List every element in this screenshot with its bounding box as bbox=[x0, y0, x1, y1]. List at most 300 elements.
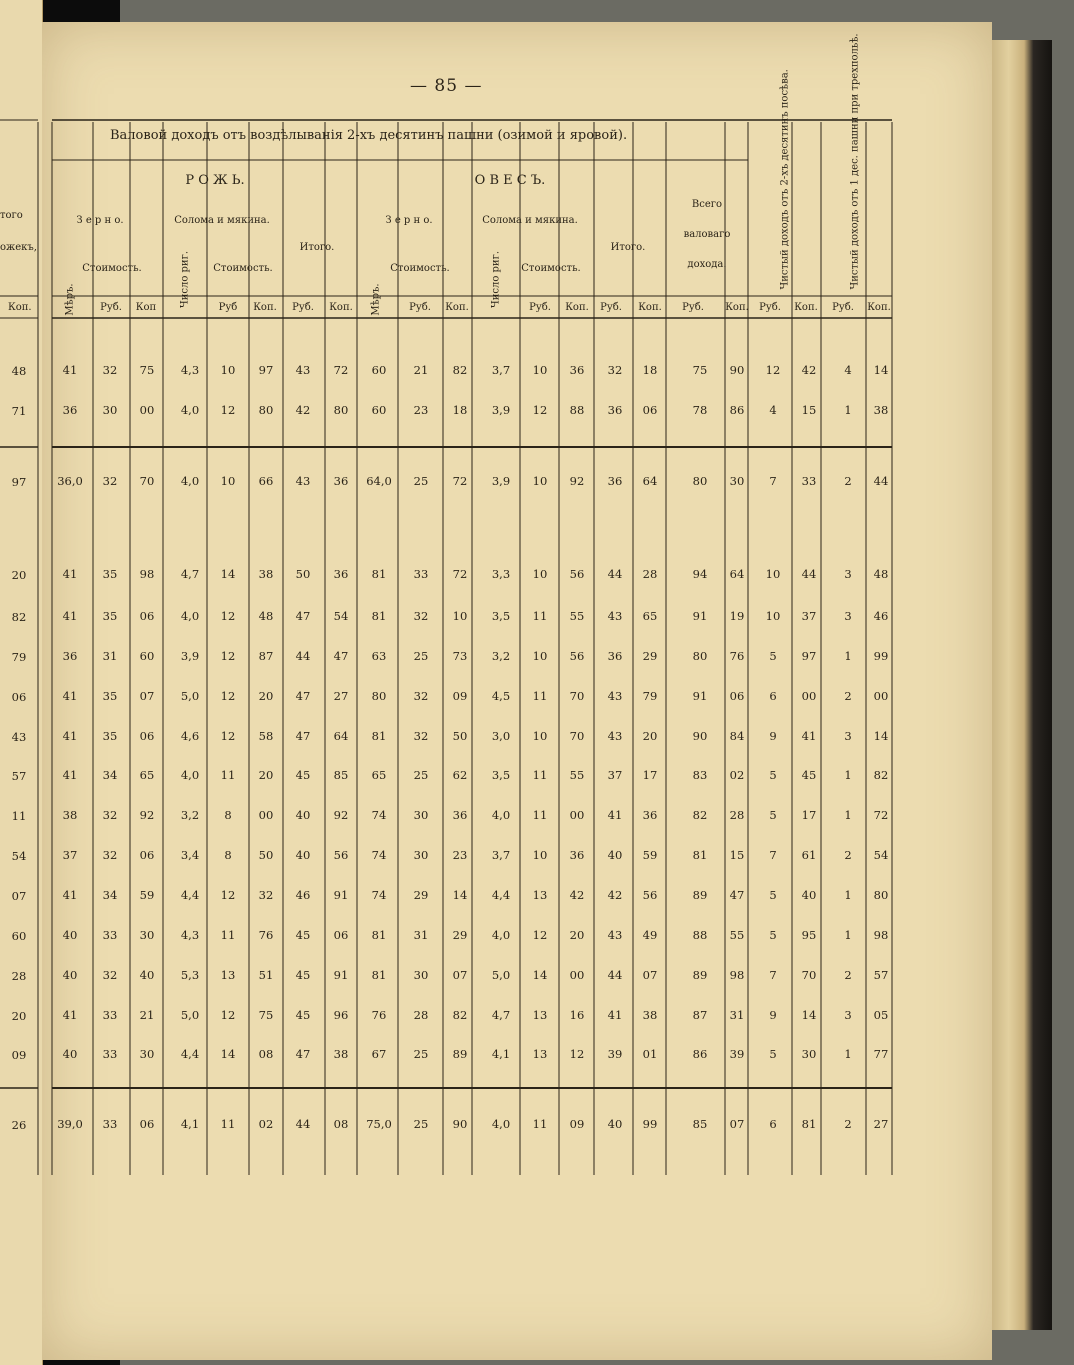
table-cell: 4,0 bbox=[180, 768, 200, 782]
table-cell: 12 bbox=[532, 928, 548, 942]
table-cell: 36 bbox=[607, 649, 623, 663]
table-cell: 42 bbox=[295, 403, 311, 417]
table-cell: 76 bbox=[371, 1008, 387, 1022]
table-cell: 56 bbox=[333, 848, 349, 862]
table-cell: 80 bbox=[692, 474, 708, 488]
table-cell: 67 bbox=[371, 1047, 387, 1061]
table-cell: 59 bbox=[139, 888, 155, 902]
unit-label: Коп. bbox=[867, 302, 891, 313]
prev-page-value: 79 bbox=[11, 650, 27, 664]
table-cell: 74 bbox=[371, 848, 387, 862]
table-cell: 82 bbox=[452, 1008, 468, 1022]
table-cell: 3,2 bbox=[491, 649, 511, 663]
table-cell: 4,4 bbox=[491, 888, 511, 902]
oat-cost-label: Стоимость. bbox=[390, 263, 450, 274]
table-cell: 11 bbox=[532, 1117, 548, 1131]
table-cell: 81 bbox=[371, 609, 387, 623]
table-cell: 10 bbox=[532, 363, 548, 377]
rye-bundles-label: Число риг. bbox=[179, 250, 191, 309]
table-cell: 35 bbox=[102, 689, 118, 703]
prev-page-value: 20 bbox=[11, 568, 27, 582]
table-cell: 31 bbox=[413, 928, 429, 942]
table-cell: 12 bbox=[220, 649, 236, 663]
table-cell: 25 bbox=[413, 649, 429, 663]
table-cell: 81 bbox=[371, 928, 387, 942]
table-cell: 95 bbox=[801, 928, 817, 942]
table-cell: 56 bbox=[569, 567, 585, 581]
table-cell: 32 bbox=[413, 689, 429, 703]
table-cell: 00 bbox=[258, 808, 274, 822]
prev-page-value: 11 bbox=[11, 809, 27, 823]
table-cell: 30 bbox=[139, 1047, 155, 1061]
table-cell: 16 bbox=[569, 1008, 585, 1022]
table-cell: 38 bbox=[258, 567, 274, 581]
table-cell: 99 bbox=[873, 649, 889, 663]
table-cell: 13 bbox=[532, 1047, 548, 1061]
unit-label: Руб. bbox=[292, 302, 314, 313]
table-cell: 4,0 bbox=[180, 474, 200, 488]
unit-label: Коп. bbox=[725, 302, 749, 313]
table-cell: 23 bbox=[413, 403, 429, 417]
table-cell: 5 bbox=[769, 888, 777, 902]
prev-page-value: 26 bbox=[11, 1118, 27, 1132]
table-cell: 14 bbox=[220, 1047, 236, 1061]
table-cell: 41 bbox=[801, 729, 817, 743]
table-cell: 10 bbox=[220, 363, 236, 377]
table-cell: 25 bbox=[413, 474, 429, 488]
table-cell: 35 bbox=[102, 609, 118, 623]
table-cell: 14 bbox=[532, 968, 548, 982]
table-cell: 55 bbox=[569, 768, 585, 782]
table-cell: 80 bbox=[258, 403, 274, 417]
table-cell: 32 bbox=[258, 888, 274, 902]
table-cell: 2 bbox=[844, 1117, 852, 1131]
table-cell: 38 bbox=[62, 808, 78, 822]
table-cell: 37 bbox=[607, 768, 623, 782]
rye-grain-label: З е р н о. bbox=[76, 215, 124, 226]
prev-page-value: 43 bbox=[11, 730, 27, 744]
table-cell: 87 bbox=[692, 1008, 708, 1022]
table-cell: 41 bbox=[62, 363, 78, 377]
table-cell: 5 bbox=[769, 1047, 777, 1061]
table-cell: 10 bbox=[765, 567, 781, 581]
table-cell: 07 bbox=[729, 1117, 745, 1131]
table-cell: 41 bbox=[62, 1008, 78, 1022]
table-cell: 5 bbox=[769, 768, 777, 782]
unit-label: Коп. bbox=[329, 302, 353, 313]
table-cell: 82 bbox=[692, 808, 708, 822]
table-cell: 36 bbox=[607, 474, 623, 488]
table-cell: 89 bbox=[692, 888, 708, 902]
table-cell: 89 bbox=[692, 968, 708, 982]
table-cell: 43 bbox=[607, 928, 623, 942]
table-cell: 80 bbox=[371, 689, 387, 703]
oat-grain-label: З е р н о. bbox=[385, 215, 433, 226]
table-cell: 60 bbox=[139, 649, 155, 663]
table-cell: 4 bbox=[769, 403, 777, 417]
prev-page-value: 54 bbox=[11, 849, 27, 863]
table-cell: 06 bbox=[729, 689, 745, 703]
table-cell: 37 bbox=[801, 609, 817, 623]
table-cell: 12 bbox=[569, 1047, 585, 1061]
table-cell: 63 bbox=[371, 649, 387, 663]
table-cell: 81 bbox=[801, 1117, 817, 1131]
table-cell: 4,0 bbox=[180, 403, 200, 417]
table-cell: 43 bbox=[607, 689, 623, 703]
table-cell: 35 bbox=[102, 729, 118, 743]
table-cell: 40 bbox=[139, 968, 155, 982]
table-cell: 15 bbox=[801, 403, 817, 417]
table-cell: 36 bbox=[452, 808, 468, 822]
table-cell: 10 bbox=[532, 649, 548, 663]
table-cell: 41 bbox=[62, 888, 78, 902]
table-cell: 7 bbox=[769, 848, 777, 862]
table-cell: 12 bbox=[220, 403, 236, 417]
table-cell: 55 bbox=[569, 609, 585, 623]
table-cell: 75 bbox=[692, 363, 708, 377]
oat-measure-label: Мѣръ. bbox=[370, 283, 382, 316]
table-cell: 80 bbox=[692, 649, 708, 663]
table-cell: 14 bbox=[873, 729, 889, 743]
table-cell: 32 bbox=[102, 474, 118, 488]
rye-cost-label: Стоимость. bbox=[82, 263, 142, 274]
table-cell: 76 bbox=[258, 928, 274, 942]
table-cell: 12 bbox=[220, 689, 236, 703]
table-cell: 8 bbox=[224, 808, 232, 822]
table-cell: 74 bbox=[371, 888, 387, 902]
table-cell: 4,4 bbox=[180, 1047, 200, 1061]
table-cell: 01 bbox=[642, 1047, 658, 1061]
table-cell: 40 bbox=[295, 808, 311, 822]
table-cell: 08 bbox=[333, 1117, 349, 1131]
table-cell: 32 bbox=[102, 808, 118, 822]
net-one-label: Чистый доходъ отъ 1 дес. пашни при трехпольѣ. bbox=[849, 33, 861, 290]
table-cell: 2 bbox=[844, 848, 852, 862]
table-cell: 31 bbox=[102, 649, 118, 663]
table-cell: 25 bbox=[413, 768, 429, 782]
table-cell: 47 bbox=[295, 609, 311, 623]
gross-total-label: Всего валоваго дохода. bbox=[683, 199, 731, 270]
table-cell: 31 bbox=[729, 1008, 745, 1022]
table-cell: 60 bbox=[371, 363, 387, 377]
table-cell: 17 bbox=[801, 808, 817, 822]
unit-label: Коп. bbox=[794, 302, 818, 313]
table-cell: 29 bbox=[452, 928, 468, 942]
table-cell: 75 bbox=[258, 1008, 274, 1022]
table-cell: 50 bbox=[295, 567, 311, 581]
table-cell: 3,0 bbox=[491, 729, 511, 743]
table-cell: 12 bbox=[220, 729, 236, 743]
table-cell: 91 bbox=[692, 609, 708, 623]
rye-straw-label: Солома и мякина. bbox=[174, 215, 270, 226]
table-cell: 06 bbox=[139, 609, 155, 623]
page-edges bbox=[990, 40, 1052, 1330]
table-cell: 97 bbox=[801, 649, 817, 663]
table-cell: 75,0 bbox=[366, 1117, 392, 1131]
table-cell: 20 bbox=[642, 729, 658, 743]
table-cell: 41 bbox=[62, 768, 78, 782]
table-cell: 51 bbox=[258, 968, 274, 982]
table-cell: 11 bbox=[220, 928, 236, 942]
table-cell: 72 bbox=[452, 567, 468, 581]
table-cell: 38 bbox=[642, 1008, 658, 1022]
rye-straw-cost-label: Стоимость. bbox=[213, 263, 273, 274]
table-cell: 37 bbox=[62, 848, 78, 862]
table-cell: 13 bbox=[532, 888, 548, 902]
table-cell: 32 bbox=[102, 968, 118, 982]
table-cell: 38 bbox=[873, 403, 889, 417]
table-cell: 30 bbox=[413, 848, 429, 862]
table-cell: 44 bbox=[873, 474, 889, 488]
table-cell: 33 bbox=[102, 928, 118, 942]
table-cell: 78 bbox=[692, 403, 708, 417]
table-cell: 20 bbox=[258, 689, 274, 703]
table-cell: 70 bbox=[801, 968, 817, 982]
table-cell: 86 bbox=[729, 403, 745, 417]
table-cell: 3,7 bbox=[491, 848, 511, 862]
table-cell: 73 bbox=[452, 649, 468, 663]
table-cell: 46 bbox=[295, 888, 311, 902]
table-cell: 59 bbox=[642, 848, 658, 862]
table-cell: 18 bbox=[642, 363, 658, 377]
table-cell: 10 bbox=[452, 609, 468, 623]
table-cell: 35 bbox=[102, 567, 118, 581]
table-cell: 45 bbox=[295, 768, 311, 782]
table-cell: 5 bbox=[769, 649, 777, 663]
prev-page-value: 09 bbox=[11, 1048, 27, 1062]
table-cell: 4,3 bbox=[180, 928, 200, 942]
table-cell: 84 bbox=[729, 729, 745, 743]
table-cell: 60 bbox=[371, 403, 387, 417]
table-cell: 58 bbox=[258, 729, 274, 743]
table-cell: 36,0 bbox=[57, 474, 83, 488]
table-cell: 1 bbox=[844, 888, 852, 902]
table-cell: 55 bbox=[729, 928, 745, 942]
table-cell: 6 bbox=[769, 1117, 777, 1131]
table-cell: 47 bbox=[295, 689, 311, 703]
table-cell: 92 bbox=[569, 474, 585, 488]
table-cell: 64,0 bbox=[366, 474, 392, 488]
table-cell: 36 bbox=[333, 474, 349, 488]
table-cell: 5 bbox=[769, 808, 777, 822]
table-cell: 40 bbox=[62, 968, 78, 982]
table-cell: 12 bbox=[220, 1008, 236, 1022]
table-cell: 33 bbox=[102, 1008, 118, 1022]
table-cell: 4,0 bbox=[180, 609, 200, 623]
table-cell: 74 bbox=[371, 808, 387, 822]
table-cell: 32 bbox=[607, 363, 623, 377]
net-two-label: Чистый доходъ отъ 2-хъ десятинъ посѣва. bbox=[779, 69, 791, 290]
table-cell: 97 bbox=[258, 363, 274, 377]
table-cell: 3,9 bbox=[491, 403, 511, 417]
table-cell: 30 bbox=[139, 928, 155, 942]
table-cell: 48 bbox=[258, 609, 274, 623]
table-cell: 88 bbox=[692, 928, 708, 942]
table-cell: 4,4 bbox=[180, 888, 200, 902]
table-cell: 3 bbox=[844, 609, 852, 623]
table-cell: 02 bbox=[729, 768, 745, 782]
table-cell: 90 bbox=[692, 729, 708, 743]
table-cell: 80 bbox=[333, 403, 349, 417]
table-cell: 81 bbox=[371, 968, 387, 982]
table-cell: 7 bbox=[769, 474, 777, 488]
table-cell: 18 bbox=[452, 403, 468, 417]
table-cell: 72 bbox=[452, 474, 468, 488]
table-cell: 47 bbox=[295, 729, 311, 743]
table-cell: 41 bbox=[607, 1008, 623, 1022]
table-cell: 45 bbox=[801, 768, 817, 782]
table-cell: 07 bbox=[139, 689, 155, 703]
table-cell: 4,6 bbox=[180, 729, 200, 743]
table-cell: 39,0 bbox=[57, 1117, 83, 1131]
table-cell: 25 bbox=[413, 1117, 429, 1131]
table-cell: 3 bbox=[844, 1008, 852, 1022]
table-cell: 11 bbox=[532, 609, 548, 623]
table-cell: 40 bbox=[62, 1047, 78, 1061]
table-cell: 41 bbox=[62, 729, 78, 743]
table-cell: 28 bbox=[413, 1008, 429, 1022]
table-cell: 06 bbox=[139, 1117, 155, 1131]
table-cell: 32 bbox=[413, 729, 429, 743]
table-cell: 6 bbox=[769, 689, 777, 703]
prev-page-value: 82 bbox=[11, 610, 27, 624]
table-cell: 40 bbox=[607, 848, 623, 862]
table-cell: 45 bbox=[295, 928, 311, 942]
table-cell: 15 bbox=[729, 848, 745, 862]
table-cell: 02 bbox=[258, 1117, 274, 1131]
oat-straw-label: Солома и мякина. bbox=[482, 215, 578, 226]
table-cell: 88 bbox=[569, 403, 585, 417]
table-cell: 3,9 bbox=[180, 649, 200, 663]
prev-page-value: 97 bbox=[11, 475, 27, 489]
table-cell: 06 bbox=[333, 928, 349, 942]
table-cell: 11 bbox=[220, 1117, 236, 1131]
table-cell: 19 bbox=[729, 609, 745, 623]
unit-label: Руб. bbox=[600, 302, 622, 313]
table-cell: 64 bbox=[642, 474, 658, 488]
table-cell: 13 bbox=[532, 1008, 548, 1022]
table-cell: 44 bbox=[607, 968, 623, 982]
table-cell: 56 bbox=[569, 649, 585, 663]
table-cell: 09 bbox=[452, 689, 468, 703]
table-cell: 87 bbox=[258, 649, 274, 663]
table-cell: 62 bbox=[452, 768, 468, 782]
table-cell: 81 bbox=[371, 567, 387, 581]
table-cell: 44 bbox=[801, 567, 817, 581]
table-cell: 86 bbox=[692, 1047, 708, 1061]
table-cell: 5,0 bbox=[491, 968, 511, 982]
table-cell: 89 bbox=[452, 1047, 468, 1061]
table-cell: 00 bbox=[873, 689, 889, 703]
unit-label: Руб. bbox=[100, 302, 122, 313]
table-cell: 00 bbox=[139, 403, 155, 417]
table-cell: 25 bbox=[413, 1047, 429, 1061]
table-cell: 36 bbox=[62, 403, 78, 417]
table-cell: 4,0 bbox=[491, 808, 511, 822]
table-cell: 3,3 bbox=[491, 567, 511, 581]
table-cell: 49 bbox=[642, 928, 658, 942]
table-cell: 11 bbox=[532, 768, 548, 782]
table-cell: 44 bbox=[295, 1117, 311, 1131]
table-cell: 07 bbox=[452, 968, 468, 982]
table-cell: 41 bbox=[607, 808, 623, 822]
table-cell: 54 bbox=[873, 848, 889, 862]
table-cell: 39 bbox=[607, 1047, 623, 1061]
unit-label: Коп. bbox=[565, 302, 589, 313]
table-cell: 47 bbox=[729, 888, 745, 902]
table-cell: 4,0 bbox=[491, 1117, 511, 1131]
table-cell: 21 bbox=[139, 1008, 155, 1022]
table-cell: 48 bbox=[873, 567, 889, 581]
table-cell: 9 bbox=[769, 1008, 777, 1022]
unit-label: Руб. bbox=[832, 302, 854, 313]
prev-page-value: 57 bbox=[11, 769, 27, 783]
table-cell: 77 bbox=[873, 1047, 889, 1061]
table-cell: 75 bbox=[139, 363, 155, 377]
table-cell: 44 bbox=[295, 649, 311, 663]
table-cell: 14 bbox=[873, 363, 889, 377]
table-cell: 4,3 bbox=[180, 363, 200, 377]
table-cell: 1 bbox=[844, 928, 852, 942]
table-cell: 21 bbox=[413, 363, 429, 377]
table-cell: 85 bbox=[333, 768, 349, 782]
table-cell: 76 bbox=[729, 649, 745, 663]
table-cell: 4,7 bbox=[491, 1008, 511, 1022]
table-cell: 91 bbox=[333, 968, 349, 982]
table-cell: 70 bbox=[139, 474, 155, 488]
table-cell: 36 bbox=[333, 567, 349, 581]
table-cell: 08 bbox=[258, 1047, 274, 1061]
table-cell: 91 bbox=[333, 888, 349, 902]
table-cell: 11 bbox=[532, 689, 548, 703]
table-cell: 70 bbox=[569, 689, 585, 703]
table-cell: 34 bbox=[102, 768, 118, 782]
table-cell: 27 bbox=[873, 1117, 889, 1131]
table-cell: 06 bbox=[139, 729, 155, 743]
unit-label: Коп bbox=[135, 302, 157, 313]
table-cell: 05 bbox=[873, 1008, 889, 1022]
rye-heading: Р О Ж Ь. bbox=[185, 173, 245, 188]
table-cell: 12 bbox=[220, 609, 236, 623]
table-cell: 29 bbox=[642, 649, 658, 663]
table-cell: 72 bbox=[333, 363, 349, 377]
table-cell: 57 bbox=[873, 968, 889, 982]
table-cell: 81 bbox=[692, 848, 708, 862]
table-cell: 30 bbox=[413, 968, 429, 982]
unit-label: Руб. bbox=[682, 302, 704, 313]
table-cell: 45 bbox=[295, 1008, 311, 1022]
prev-page-value: 48 bbox=[11, 364, 27, 378]
table-cell: 90 bbox=[729, 363, 745, 377]
table-cell: 10 bbox=[532, 567, 548, 581]
table-cell: 06 bbox=[642, 403, 658, 417]
table-cell: 40 bbox=[295, 848, 311, 862]
table-cell: 11 bbox=[532, 808, 548, 822]
table-cell: 12 bbox=[220, 888, 236, 902]
table-cell: 10 bbox=[532, 848, 548, 862]
table-cell: 28 bbox=[642, 567, 658, 581]
table-cell: 47 bbox=[333, 649, 349, 663]
table-cell: 42 bbox=[607, 888, 623, 902]
table-cell: 56 bbox=[642, 888, 658, 902]
table-cell: 98 bbox=[139, 567, 155, 581]
table-cell: 43 bbox=[295, 474, 311, 488]
table-cell: 98 bbox=[729, 968, 745, 982]
table-cell: 98 bbox=[873, 928, 889, 942]
table-cell: 4,1 bbox=[180, 1117, 200, 1131]
table-cell: 17 bbox=[642, 768, 658, 782]
table-cell: 1 bbox=[844, 768, 852, 782]
